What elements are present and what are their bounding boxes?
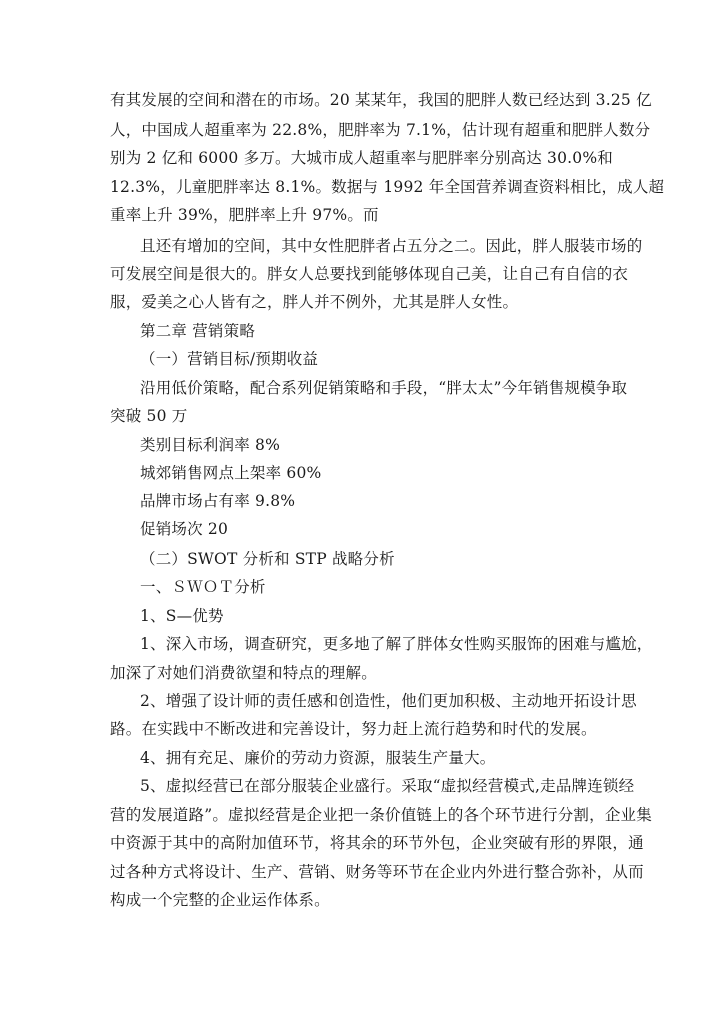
paragraph-line: 服，爱美之心人皆有之，胖人并不例外，尤其是胖人女性。 — [110, 293, 519, 311]
paragraph-line: 别为 2 亿和 6000 多万。大城市成人超重率与肥胖率分别高达 30.0%和 — [110, 149, 613, 167]
paragraph-line: 可发展空间是很大的。胖女人总要找到能够体现自己美，让自己有自信的衣 — [110, 265, 629, 283]
paragraph-line: 5、虚拟经营已在部分服装企业盛行。采取“虚拟经营模式,走品牌连锁经 — [140, 777, 635, 795]
subsection-heading: 一、ＳＷＯＴ分析 — [140, 578, 266, 596]
target-item: 促销场次 20 — [140, 520, 229, 538]
paragraph-line: 人，中国成人超重率为 22.8%，肥胖率为 7.1%，估计现有超重和肥胖人数分 — [110, 121, 651, 139]
section-heading: （二）SWOT 分析和 STP 战略分析 — [140, 550, 395, 568]
section-heading: （一）营销目标/预期收益 — [140, 350, 319, 368]
paragraph-line: 12.3%，儿童肥胖率达 8.1%。数据与 1992 年全国营养调查资料相比，成人超 — [110, 178, 665, 196]
paragraph-line: 2、增强了设计师的责任感和创造性，他们更加积极、主动地开拓设计思 — [140, 692, 637, 710]
paragraph-line: 且还有增加的空间，其中女性肥胖者占五分之二。因此，胖人服装市场的 — [140, 237, 643, 255]
paragraph-line: 构成一个完整的企业运作体系。 — [110, 891, 330, 909]
chapter-heading: 第二章 营销策略 — [140, 322, 256, 340]
target-item: 类别目标利润率 8% — [140, 436, 281, 454]
paragraph-line: 营的发展道路”。虚拟经营是企业把一条价值链上的各个环节进行分割，企业集 — [110, 806, 652, 824]
paragraph-line: 突破 50 万 — [110, 407, 188, 425]
paragraph-line: 沿用低价策略，配合系列促销策略和手段，“胖太太”今年销售规模争取 — [140, 379, 628, 397]
paragraph-line: 有其发展的空间和潜在的市场。20 某某年，我国的肥胖人数已经达到 3.25 亿 — [110, 91, 652, 109]
paragraph-line: 过各种方式将设计、生产、营销、财务等环节在企业内外进行整合弥补，从而 — [110, 863, 644, 881]
paragraph-line: 重率上升 39%，肥胖率上升 97%。而 — [110, 206, 379, 224]
target-item: 城郊销售网点上架率 60% — [140, 464, 322, 482]
paragraph-line: 中资源于其中的高附加值环节，将其余的环节外包，企业突破有形的界限，通 — [110, 834, 644, 852]
target-item: 品牌市场占有率 9.8% — [140, 492, 296, 510]
paragraph-line: 加深了对她们消费欲望和特点的理解。 — [110, 664, 377, 682]
paragraph-line: 路。在实践中不断改进和完善设计，努力赶上流行趋势和时代的发展。 — [110, 720, 597, 738]
subsection-heading: 1、S—优势 — [140, 607, 224, 625]
paragraph-line: 4、拥有充足、廉价的劳动力资源，服装生产量大。 — [140, 749, 496, 767]
paragraph-line: 1、深入市场，调查研究，更多地了解了胖体女性购买服饰的困难与尴尬， — [140, 635, 653, 653]
